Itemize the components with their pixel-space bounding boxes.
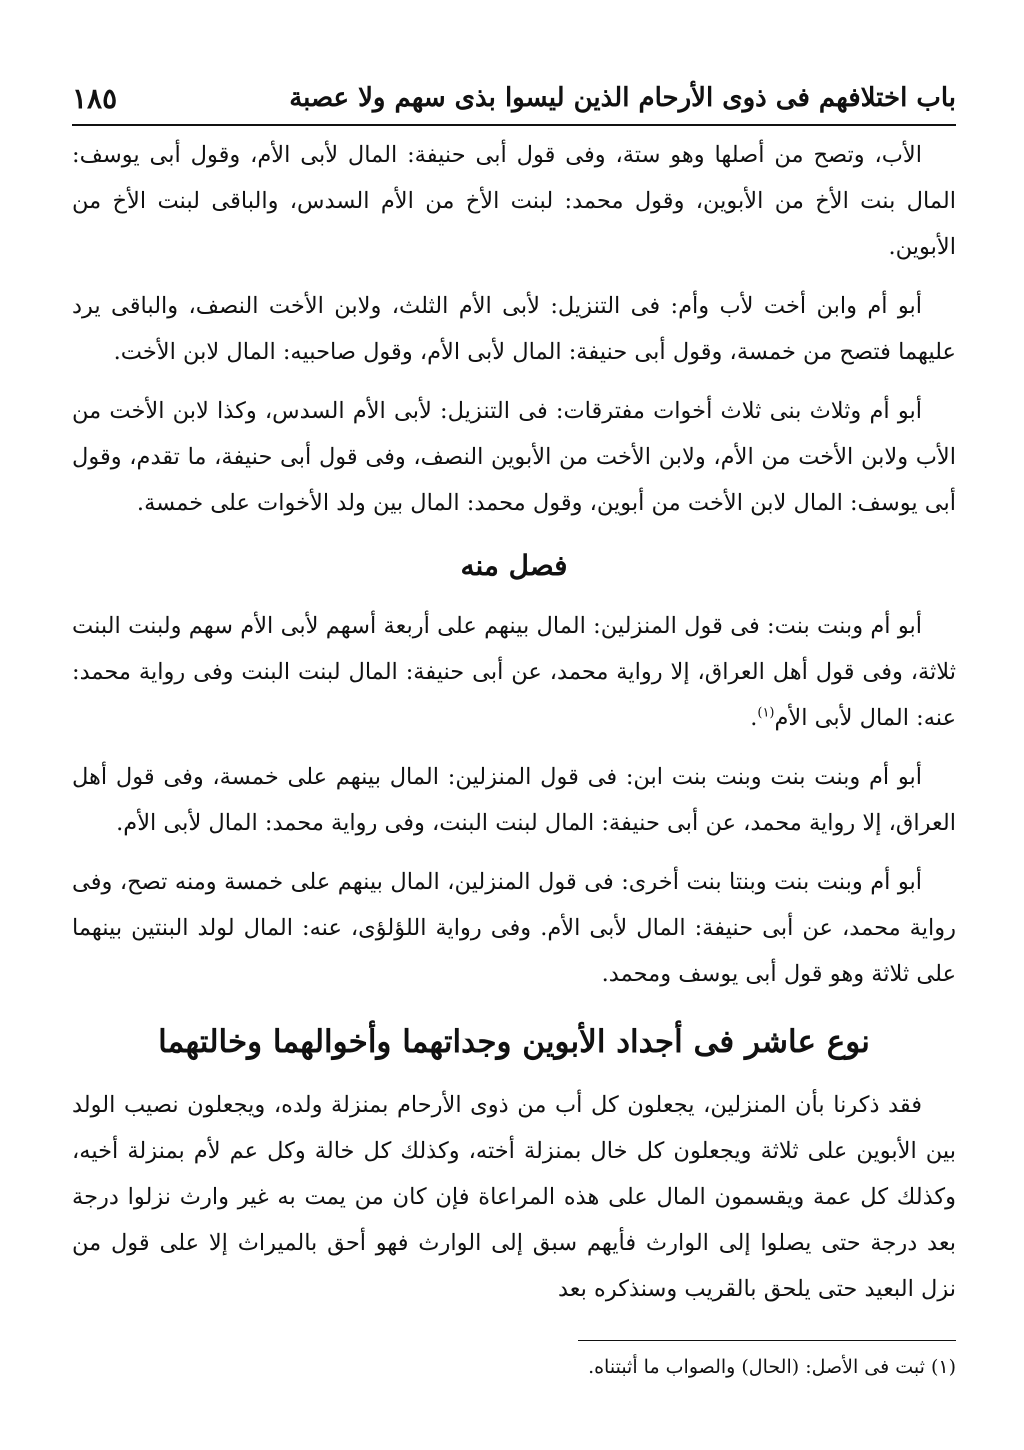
- paragraph-7: فقد ذكرنا بأن المنزلين، يجعلون كل أب من ذوى الأرحام بمنزلة ولده، ويجعلون نصيب الولد بين الأبوين على ثلاثة ويجعلون كل خال بمنزلة أخته، وكذلك كل خالة وكل عم لأم بمنزلة أخيه، وكذلك كل عمة ويقسمون المال على هذه المراعاة فإن كان من يمت به غير وارث نزلوا درجة بعد درجة حتى يصلوا إلى الوارث فأيهم سبق إلى الوارث فهو أحق بالميراث إلا على قول من نزل البعيد حتى يلحق بالقريب وسنذكره بعد: [72, 1092, 956, 1302]
- paragraph-4-tail: .: [750, 705, 758, 731]
- footnote: (١) ثبت فى الأصل: (الحال) والصواب ما أثبتناه.: [588, 1356, 956, 1378]
- paragraph-4-text: أبو أم وبنت بنت: فى قول المنزلين: المال بينهم على أربعة أسهم لأبى الأم سهم ولبنت البنت ثلاثة، وفى قول أهل العراق، إلا رواية محمد، عن أبى حنيفة: المال لبنت البنت وفى رواية محمد: عنه: المال لأبى الأم: [72, 613, 956, 731]
- paragraph-2: أبو أم وابن أخت لأب وأم: فى التنزيل: لأبى الأم الثلث، ولابن الأخت النصف، والباقى يرد عليهما فتصح من خمسة، وقول أبى حنيفة: المال لأبى الأم، وقول صاحبيه: المال لابن الأخت.: [72, 293, 956, 365]
- paragraph-1: الأب، وتصح من أصلها وهو ستة، وفى قول أبى حنيفة: المال لأبى الأم، وقول أبى يوسف: المال بنت الأخ من الأبوين، وقول محمد: لبنت الأخ من الأم السدس، والباقى لبنت الأخ من الأبوين.: [72, 142, 956, 260]
- page-body: [72, 132, 956, 1325]
- section-heading-fasl: فصل منه: [460, 549, 568, 582]
- paragraph-6: أبو أم وبنت بنت وبنتا بنت أخرى: فى قول المنزلين، المال بينهم على خمسة ومنه تصح، وفى رواية محمد، عن أبى حنيفة: المال لأبى الأم. وفى رواية اللؤلؤى، عنه: المال لولد البنتين بينهما على ثلاثة وهو قول أبى يوسف ومحمد.: [72, 869, 956, 987]
- paragraph-5: أبو أم وبنت بنت وبنت بنت ابن: فى قول المنزلين: المال بينهم على خمسة، وفى قول أهل العراق، إلا رواية محمد، عن أبى حنيفة: المال لبنت البنت، وفى رواية محمد: المال لأبى الأم.: [72, 764, 956, 836]
- footnote-rule: [578, 1340, 956, 1341]
- chapter-title: باب اختلافهم فى ذوى الأرحام الذين ليسوا بذى سهم ولا عصبة: [289, 83, 956, 113]
- paragraph-4: [72, 603, 956, 741]
- footnote-reference[interactable]: (١): [757, 705, 775, 721]
- paragraph-3: أبو أم وثلاث بنى ثلاث أخوات مفترقات: فى التنزيل: لأبى الأم السدس، وكذا لابن الأخت من الأب ولابن الأخت من الأم، ولابن الأخت من الأبوين النصف، وفى قول أبى حنيفة، ما تقدم، وقول أبى يوسف: المال لابن الأخت من أبوين، وقول محمد: المال بين ولد الأخوات على خمسة.: [72, 398, 956, 516]
- section-heading-tenth-type: نوع عاشر فى أجداد الأبوين وجداتهما وأخوالهما وخالتهما: [158, 1024, 870, 1060]
- page-number: ١٨٥: [72, 81, 118, 115]
- header-rule: [72, 124, 956, 126]
- running-header: [72, 78, 956, 118]
